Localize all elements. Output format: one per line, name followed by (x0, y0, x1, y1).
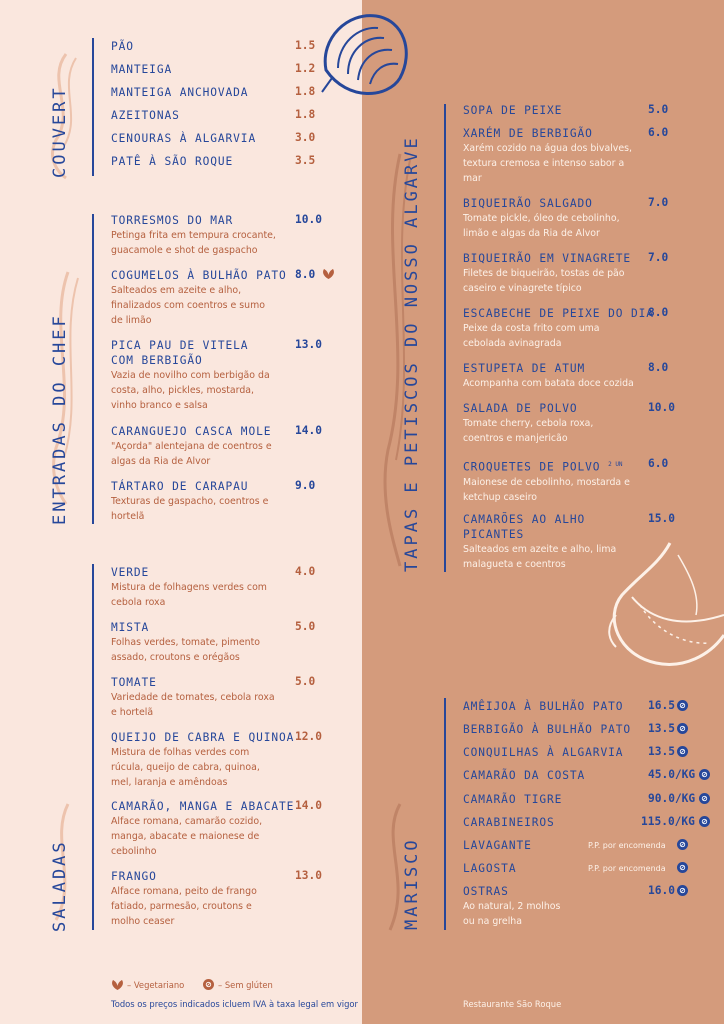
menu-item (463, 196, 620, 241)
item-price: 1.5 (295, 39, 316, 52)
item-description: Texturas de gaspacho, coentros e (111, 496, 269, 507)
item-description: guacamole e shot de gaspacho (111, 245, 258, 256)
item-name: TORRESMOS DO MAR (111, 214, 234, 227)
item-description: algas da Ria de Alvor (111, 456, 211, 467)
item-description: e hortelã (111, 707, 154, 718)
item-price: 8.0 (648, 306, 669, 319)
menu-item (111, 108, 180, 123)
menu-item (463, 768, 585, 783)
menu-item (463, 792, 562, 807)
item-price: 1.2 (295, 62, 316, 75)
item-price: 13.5 (648, 745, 675, 758)
item-description: de limão (111, 315, 152, 326)
section-title-saladas: SALADAS (50, 839, 70, 932)
item-name: TÁRTARO DE CARAPAU (111, 480, 249, 493)
menu-item (111, 154, 233, 169)
shell-illustration (318, 8, 414, 102)
menu-item (463, 884, 560, 929)
item-name: PICANTES (463, 528, 525, 541)
menu-item (463, 457, 630, 505)
menu-item (463, 103, 562, 118)
item-name: CAMARÃO DA COSTA (463, 769, 586, 782)
item-name: AMÊIJOA À BULHÃO PATO (463, 700, 624, 713)
gluten-free-icon: ⊘ (677, 885, 688, 896)
shrimp-illustration (600, 535, 724, 685)
item-name: QUEIJO DE CABRA E QUINOA (111, 731, 295, 744)
item-name: BERBIGÃO À BULHÃO PATO (463, 723, 631, 736)
item-price: 3.0 (295, 131, 316, 144)
menu-item (111, 565, 267, 610)
vegetarian-icon (322, 268, 335, 280)
section-title-entradas: ENTRADAS DO CHEF (50, 313, 70, 525)
menu-item (111, 479, 268, 524)
menu-item (111, 131, 256, 146)
item-description: mel, laranja e amêndoas (111, 777, 228, 788)
item-price: P.P. por encomenda (588, 864, 666, 873)
menu-item (463, 745, 623, 760)
item-name: LAGOSTA (463, 862, 517, 875)
item-name: ESTUPETA DE ATUM (463, 362, 586, 375)
gluten-free-icon: ⊘ (677, 839, 688, 850)
item-price: 3.5 (295, 154, 316, 167)
section-divider-tapas (444, 104, 446, 572)
item-description: rúcula, queijo de cabra, quinoa, (111, 762, 260, 773)
item-price: 15.0 (648, 512, 675, 525)
menu-item (463, 722, 631, 737)
menu-item (111, 268, 287, 328)
item-price: 115.0/KG (641, 815, 695, 828)
item-description: Mistura de folhagens verdes com (111, 582, 267, 593)
item-description: ketchup caseiro (463, 491, 538, 503)
item-name: MANTEIGA (111, 63, 173, 76)
item-price: 8.0 (648, 361, 669, 374)
item-price: P.P. por encomenda (588, 841, 666, 850)
menu-item (111, 799, 294, 859)
item-description: Vazia de novilho com berbigão da (111, 370, 270, 381)
item-price: 5.0 (295, 675, 316, 688)
item-description: Tomate pickle, óleo de cebolinho, (463, 213, 620, 224)
item-description: mar (463, 173, 482, 184)
menu-item (463, 251, 631, 296)
section-divider-couvert (92, 38, 94, 176)
menu-item (111, 213, 276, 258)
item-description: Alface romana, camarão cozido, (111, 816, 263, 827)
section-title-couvert: COUVERT (50, 85, 70, 178)
item-price: 6.0 (648, 126, 669, 139)
menu-item (463, 126, 632, 186)
item-description: Variedade de tomates, cebola roxa (111, 692, 275, 703)
item-name: BIQUEIRÃO EM VINAGRETE (463, 252, 631, 265)
item-description: coentros e manjericão (463, 433, 568, 444)
item-description: Salteados em azeite e alho, (111, 285, 242, 296)
item-price: 13.5 (648, 722, 675, 735)
item-description: assado, croutons e orégãos (111, 652, 240, 663)
menu-item (111, 675, 275, 720)
item-description: hortelã (111, 511, 145, 522)
menu-item (111, 424, 272, 469)
item-price: 90.0/KG (648, 792, 696, 805)
item-name: CONQUILHAS À ALGARVIA (463, 746, 624, 759)
menu-item (111, 85, 248, 100)
gluten-free-icon: ⊘ (677, 723, 688, 734)
section-title-tapas: TAPAS E PETISCOS DO NOSSO ALGARVE (402, 135, 422, 572)
item-price: 14.0 (295, 799, 322, 812)
restaurant-name: Restaurante São Roque (463, 999, 562, 1009)
item-price: 10.0 (295, 213, 322, 226)
item-price: 13.0 (295, 338, 322, 351)
item-name: OSTRAS (463, 885, 509, 898)
item-price: 4.0 (295, 565, 316, 578)
gluten-free-icon: ⊘ (677, 862, 688, 873)
item-name: CENOURAS À ALGARVIA (111, 132, 257, 145)
item-description: Maionese de cebolinho, mostarda e (463, 476, 630, 488)
item-description: Peixe da costa frito com uma (463, 323, 600, 334)
menu-item (463, 815, 555, 830)
item-price: 8.0 (295, 268, 316, 281)
gluten-free-icon: ⊘ (677, 700, 688, 711)
vegetarian-icon (111, 979, 124, 991)
item-quantity: 2 UN (608, 461, 623, 468)
item-description: Petinga frita em tempura crocante, (111, 230, 276, 241)
menu-item (111, 338, 270, 413)
gluten-free-icon: ⊘ (699, 769, 710, 780)
menu-item (463, 401, 593, 446)
item-description: costa, alho, pickles, mostarda, (111, 385, 255, 396)
gluten-free-icon: ⊘ (203, 979, 214, 990)
item-name: PATÊ À SÃO ROQUE (111, 155, 234, 168)
item-description: malagueta e coentros (463, 559, 566, 570)
item-price: 16.0 (648, 884, 675, 897)
item-description: Ao natural, 2 molhos (463, 901, 561, 912)
item-price: 10.0 (648, 401, 675, 414)
item-name: SALADA DE POLVO (463, 402, 578, 415)
item-description: Folhas verdes, tomate, pimento (111, 637, 261, 648)
item-name: PÃO (111, 40, 134, 53)
item-description: finalizados com coentros e sumo (111, 300, 265, 311)
item-price: 5.0 (295, 620, 316, 633)
item-price: 45.0/KG (648, 768, 696, 781)
item-name: VERDE (111, 566, 150, 579)
legend-vegetarian: – Vegetariano (127, 980, 185, 990)
menu-item (111, 62, 172, 77)
item-description: Tomate cherry, cebola roxa, (463, 418, 594, 429)
item-name: MISTA (111, 621, 150, 634)
section-divider-marisco (444, 698, 446, 930)
item-price: 14.0 (295, 424, 322, 437)
menu-item (463, 838, 532, 853)
item-name: BIQUEIRÃO SALGADO (463, 197, 593, 210)
menu-item (111, 869, 257, 929)
item-name: FRANGO (111, 870, 157, 883)
item-price: 12.0 (295, 730, 322, 743)
item-description: manga, abacate e maionese de (111, 831, 260, 842)
legend-gluten-free: – Sem glúten (218, 980, 273, 990)
item-description: vinho branco e salsa (111, 400, 208, 411)
gluten-free-icon: ⊘ (677, 746, 688, 757)
item-name: AZEITONAS (111, 109, 180, 122)
item-price: 6.0 (648, 457, 669, 470)
item-name: PICA PAU DE VITELA (111, 339, 249, 352)
item-name: CAMARÃO TIGRE (463, 793, 563, 806)
gluten-free-icon: ⊘ (699, 793, 710, 804)
item-name (463, 457, 630, 475)
item-price: 5.0 (648, 103, 669, 116)
item-name: CAMARÃO, MANGA E ABACATE (111, 800, 295, 813)
section-title-marisco: MARISCO (402, 837, 422, 930)
item-name: SOPA DE PEIXE (463, 104, 563, 117)
item-description: Alface romana, peito de frango (111, 886, 257, 897)
prices-note: Todos os preços indicados icluem IVA à taxa legal em vigor (111, 999, 359, 1009)
item-description: molho ceaser (111, 916, 175, 927)
item-description: "Açorda" alentejana de coentros e (111, 441, 272, 452)
item-price: 9.0 (295, 479, 316, 492)
item-name: CARANGUEJO CASCA MOLE (111, 425, 272, 438)
item-description: ou na grelha (463, 916, 522, 927)
item-price: 1.8 (295, 85, 316, 98)
item-name: LAVAGANTE (463, 839, 532, 852)
item-name: XARÉM DE BERBIGÃO (463, 127, 593, 140)
item-price: 16.5 (648, 699, 675, 712)
item-description: Filetes de biqueirão, tostas de pão (463, 268, 625, 279)
menu-item (463, 361, 634, 391)
menu-item (111, 620, 260, 665)
section-divider-saladas (92, 564, 94, 930)
section-divider-entradas (92, 214, 94, 524)
item-price: 7.0 (648, 196, 669, 209)
item-name: TOMATE (111, 676, 157, 689)
item-description: cebolinho (111, 846, 157, 857)
item-name: MANTEIGA ANCHOVADA (111, 86, 249, 99)
item-name: ESCABECHE DE PEIXE DO DIA (463, 307, 654, 320)
item-description: cebolada avinagrada (463, 338, 562, 349)
item-description: textura cremosa e intenso sabor a (463, 158, 625, 169)
gluten-free-icon: ⊘ (699, 816, 710, 827)
menu-item (463, 861, 516, 876)
item-description: Xarém cozido na água dos bivalves, (463, 143, 632, 154)
menu-item (463, 699, 623, 714)
item-price: 1.8 (295, 108, 316, 121)
item-name: COM BERBIGÃO (111, 354, 203, 367)
item-name: CAMARÕES AO ALHO (463, 513, 586, 526)
item-description: caseiro e vinagrete típico (463, 283, 582, 294)
menu-item (463, 512, 616, 572)
item-description: Salteados em azeite e alho, lima (463, 544, 617, 555)
item-description: fatiado, parmesão, croutons e (111, 901, 252, 912)
item-description: Acompanha com batata doce cozida (463, 378, 634, 389)
item-description: cebola roxa (111, 597, 166, 608)
item-price: 13.0 (295, 869, 322, 882)
menu-item (111, 39, 134, 54)
item-description: Mistura de folhas verdes com (111, 747, 250, 758)
item-description: limão e algas da Ria de Alvor (463, 228, 600, 239)
item-name-text: CROQUETES DE POLVO (463, 460, 601, 474)
item-price: 7.0 (648, 251, 669, 264)
menu-item (463, 306, 654, 351)
menu-item (111, 730, 294, 790)
item-name: CARABINEIROS (463, 816, 555, 829)
item-name: COGUMELOS À BULHÃO PATO (111, 269, 287, 282)
